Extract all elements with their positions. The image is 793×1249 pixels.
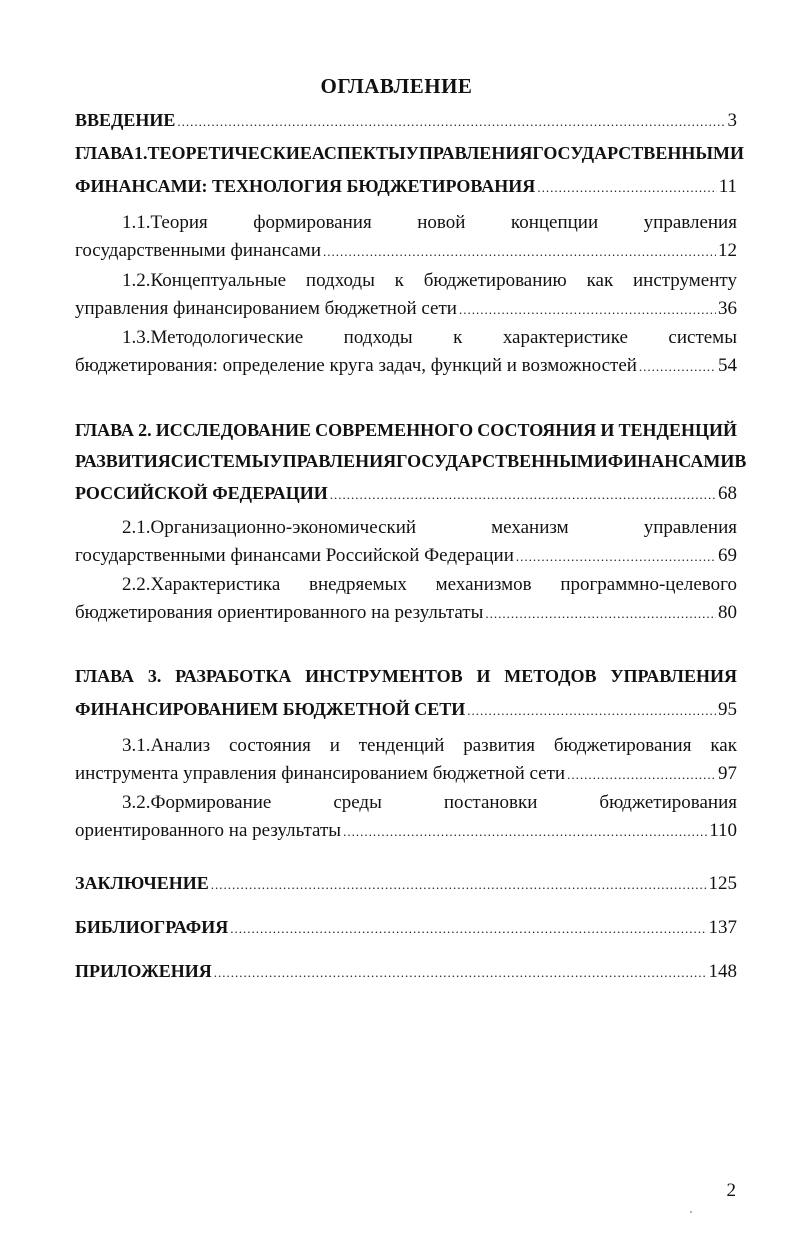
- word: 1.: [134, 143, 148, 163]
- toc-entry-label: РОССИЙСКОЙ ФЕДЕРАЦИИ: [75, 483, 328, 503]
- toc-entry-label: управления финансированием бюджетной сети: [75, 298, 457, 319]
- word: инструменту: [632, 270, 737, 291]
- toc-entry-bibliography[interactable]: [75, 917, 737, 945]
- toc-entry-page: 12: [718, 240, 737, 261]
- toc-section-2-1-line2[interactable]: [75, 545, 737, 573]
- toc-entry-page: 11: [718, 176, 737, 197]
- word: и: [329, 735, 340, 756]
- toc-entry-intro[interactable]: [75, 110, 737, 138]
- word: 1.1.Теория: [122, 212, 208, 233]
- toc-entry-label: БИБЛИОГРАФИЯ: [75, 917, 229, 937]
- dot-leader: [214, 965, 707, 981]
- word: как: [586, 270, 614, 291]
- word: УПРАВЛЕНИЯ: [269, 451, 397, 471]
- toc-section-2-1-line1[interactable]: [122, 517, 737, 545]
- toc-section-2-2-line1[interactable]: [122, 574, 737, 602]
- toc-entry-page: 68: [718, 483, 737, 504]
- word: АСПЕКТЫ: [311, 143, 406, 163]
- toc-section-1-3-line2[interactable]: [75, 355, 737, 383]
- toc-section-1-2-line1[interactable]: [122, 270, 737, 298]
- word: И: [600, 420, 615, 440]
- word: постановки: [443, 792, 538, 813]
- word: бюджетированию: [423, 270, 567, 291]
- toc-entry-label: государственными финансами Российской Федерации: [75, 545, 514, 566]
- toc-entry-label: ориентированного на результаты: [75, 820, 342, 841]
- toc-section-3-1-line1[interactable]: [122, 735, 737, 763]
- word: ТЕОРЕТИЧЕСКИЕ: [147, 143, 312, 163]
- dot-leader: [567, 767, 716, 783]
- word: новой: [417, 212, 466, 233]
- word: формирования: [253, 212, 372, 233]
- word: управления: [643, 212, 737, 233]
- word: состояния: [229, 735, 311, 756]
- toc-entry-label: государственными финансами: [75, 240, 321, 261]
- word: СОВРЕМЕННОГО: [315, 420, 474, 440]
- word: УПРАВЛЕНИЯ: [405, 143, 533, 163]
- word: управления: [643, 517, 737, 538]
- toc-chapter2-heading-line2[interactable]: [75, 451, 747, 479]
- word: тенденций: [358, 735, 445, 756]
- word: 2.2.Характеристика: [122, 574, 281, 595]
- word: ИССЛЕДОВАНИЕ: [155, 420, 311, 440]
- word: ГЛАВА: [75, 143, 135, 163]
- word: УПРАВЛЕНИЯ: [610, 666, 737, 686]
- toc-entry-page: 95: [718, 699, 737, 720]
- word: 3.1.Анализ: [122, 735, 211, 756]
- word: В: [734, 451, 747, 471]
- toc-entry-page: 54: [718, 355, 737, 376]
- word: к: [394, 270, 404, 291]
- toc-entry-label: ВВЕДЕНИЕ: [75, 110, 176, 130]
- dot-leader: [323, 244, 716, 260]
- word: РАЗРАБОТКА: [175, 666, 292, 686]
- toc-entry-label: инструмента управления финансированием бюджетной сети: [75, 763, 566, 784]
- toc-entry-label: ПРИЛОЖЕНИЯ: [75, 961, 212, 981]
- word: системы: [668, 327, 737, 348]
- word: И: [476, 666, 491, 686]
- word: бюджетирования: [599, 792, 737, 813]
- dot-leader: [467, 703, 716, 719]
- word: ИНСТРУМЕНТОВ: [305, 666, 463, 686]
- word: 1.2.Концептуальные: [122, 270, 287, 291]
- word: МЕТОДОВ: [504, 666, 597, 686]
- word: к: [453, 327, 463, 348]
- word: 3.2.Формирование: [122, 792, 272, 813]
- dot-leader: [639, 359, 716, 375]
- toc-entry-page: 69: [718, 545, 737, 566]
- toc-entry-label: ЗАКЛЮЧЕНИЕ: [75, 873, 209, 893]
- word: как: [710, 735, 737, 756]
- word: подходы: [343, 327, 413, 348]
- dot-leader: [485, 606, 716, 622]
- word: РАЗВИТИЯ: [75, 451, 171, 471]
- dot-leader: [459, 302, 716, 318]
- dot-leader: [211, 877, 707, 893]
- toc-entry-appendices[interactable]: [75, 961, 737, 989]
- toc-section-3-2-line1[interactable]: [122, 792, 737, 820]
- word: механизмов: [435, 574, 532, 595]
- dot-leader: [177, 114, 725, 130]
- toc-section-1-1-line2[interactable]: [75, 240, 737, 268]
- word: ФИНАНСАМИ: [607, 451, 735, 471]
- dot-leader: [516, 549, 716, 565]
- word: программно-целевого: [560, 574, 737, 595]
- toc-entry-page: 36: [718, 298, 737, 319]
- word: 1.3.Методологические: [122, 327, 304, 348]
- scan-speck: [690, 1211, 692, 1213]
- word: ТЕНДЕНЦИЙ: [618, 420, 737, 440]
- toc-entry-page: 80: [718, 602, 737, 623]
- word: среды: [333, 792, 382, 813]
- toc-entry-page: 3: [727, 110, 737, 131]
- dot-leader: [330, 487, 716, 503]
- dot-leader: [537, 180, 716, 196]
- toc-section-3-1-line2[interactable]: [75, 763, 737, 791]
- word: развития: [463, 735, 536, 756]
- toc-entry-conclusion[interactable]: [75, 873, 737, 901]
- toc-chapter2-heading-line3[interactable]: [75, 483, 737, 511]
- toc-chapter1-heading-line2[interactable]: [75, 176, 737, 204]
- dot-leader: [230, 921, 706, 937]
- toc-chapter3-heading-line1[interactable]: [75, 666, 737, 694]
- word: 2.1.Организационно-экономический: [122, 517, 417, 538]
- dot-leader: [343, 824, 707, 840]
- word: внедряемых: [308, 574, 407, 595]
- word: ГОСУДАРСТВЕННЫМИ: [396, 451, 608, 471]
- toc-section-1-2-line2[interactable]: [75, 298, 737, 326]
- word: концепции: [510, 212, 599, 233]
- toc-entry-label: бюджетирования: определение круга задач, функций и возможностей: [75, 355, 637, 376]
- toc-chapter1-heading-line1[interactable]: [75, 143, 744, 171]
- toc-entry-label: ФИНАНСАМИ: ТЕХНОЛОГИЯ БЮДЖЕТИРОВАНИЯ: [75, 176, 536, 196]
- page-number: 2: [726, 1180, 736, 1201]
- toc-entry-label: бюджетирования ориентированного на результаты: [75, 602, 484, 623]
- word: бюджетирования: [553, 735, 692, 756]
- word: механизм: [491, 517, 569, 538]
- word: подходы: [305, 270, 375, 291]
- word: ГОСУДАРСТВЕННЫМИ: [532, 143, 744, 163]
- word: 3.: [147, 666, 162, 686]
- word: ГЛАВА: [75, 420, 135, 440]
- word: 2.: [138, 420, 152, 440]
- toc-entry-page: 137: [708, 917, 737, 938]
- toc-section-2-2-line2[interactable]: [75, 602, 737, 630]
- toc-entry-page: 110: [709, 820, 737, 841]
- toc-entry-label: ФИНАНСИРОВАНИЕМ БЮДЖЕТНОЙ СЕТИ: [75, 699, 466, 719]
- toc-chapter3-heading-line2[interactable]: [75, 699, 737, 727]
- word: ГЛАВА: [75, 666, 135, 686]
- word: СИСТЕМЫ: [170, 451, 270, 471]
- word: СОСТОЯНИЯ: [477, 420, 597, 440]
- toc-entry-page: 97: [718, 763, 737, 784]
- toc-section-1-3-line1[interactable]: [122, 327, 737, 355]
- toc-section-3-2-line2[interactable]: [75, 820, 737, 848]
- toc-entry-page: 148: [708, 961, 737, 982]
- toc-title: ОГЛАВЛЕНИЕ: [320, 74, 473, 98]
- toc-chapter2-heading-line1[interactable]: [75, 420, 737, 448]
- toc-section-1-1-line1[interactable]: [122, 212, 737, 240]
- word: характеристике: [502, 327, 628, 348]
- toc-entry-page: 125: [708, 873, 737, 894]
